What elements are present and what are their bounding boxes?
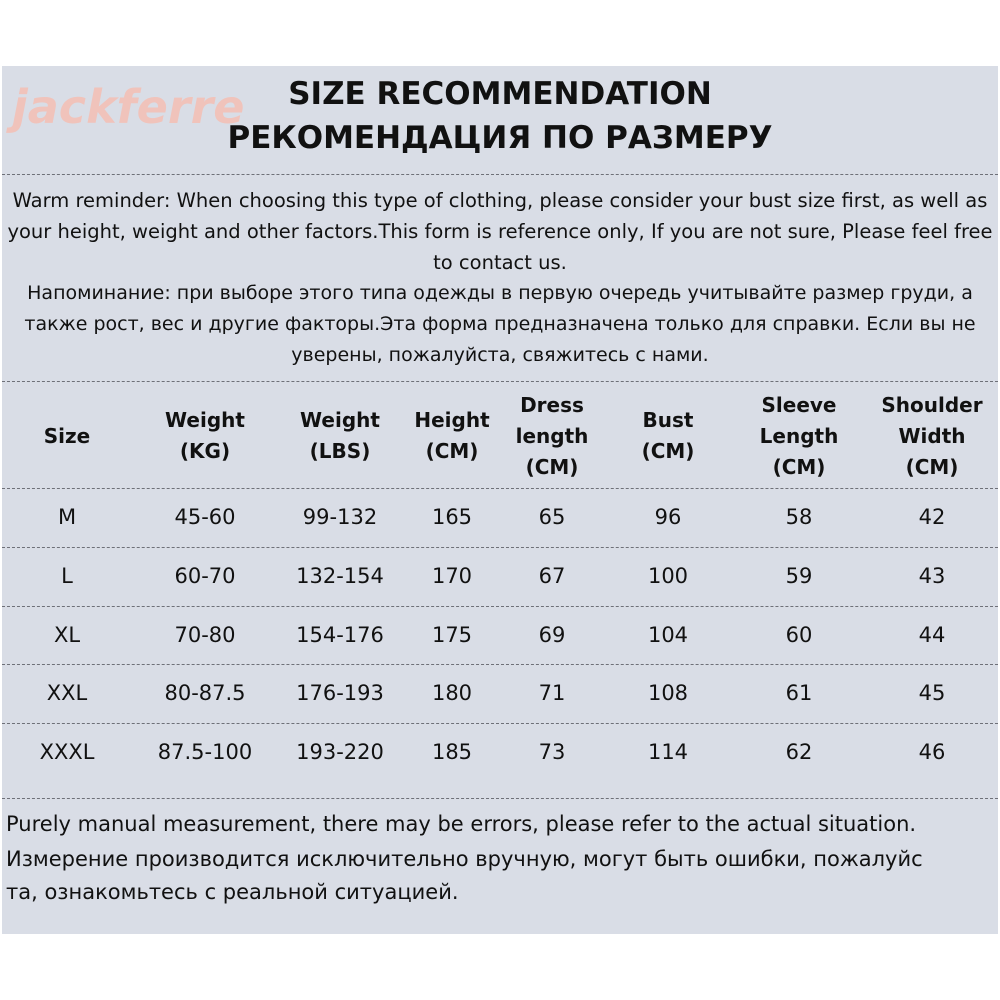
reminder-russian: Напоминание: при выборе этого типа одежды в первую очередь учитывайте размер груди, а также рост, вес и другие факторы.Эта форма предназначена только для справки. Если вы не уверены, пожалуйста, свяжитесь с нами. — [24, 282, 976, 366]
table-header-cell: (CM) — [905, 454, 959, 479]
table-cell: 104 — [647, 623, 689, 647]
title-russian: РЕКОМЕНДАЦИЯ ПО РАЗМЕРУ — [227, 120, 773, 156]
table-cell: 45-60 — [174, 505, 236, 529]
table-cell: 176-193 — [296, 681, 384, 705]
table-cell: 114 — [647, 740, 689, 764]
size-label-cell: XXL — [46, 681, 88, 705]
table-header-cell: Weight — [165, 408, 245, 432]
row-separator — [2, 606, 998, 607]
table-cell: 185 — [431, 740, 473, 764]
table-cell: 46 — [918, 740, 946, 764]
table-cell: 60-70 — [174, 564, 236, 588]
footer-note-russian-line-2: та, ознакомьтесь с реальной ситуацией. — [6, 880, 459, 904]
table-cell: 80-87.5 — [164, 681, 246, 705]
table-header-cell: (CM) — [641, 439, 695, 463]
table-header-cell: (LBS) — [309, 439, 371, 463]
table-header-cell: Length — [759, 423, 839, 448]
reminder-english: Warm reminder: When choosing this type of clothing, please consider your bust size first, as well as your height, weight and other factors.This form is reference only, If you are not sure, Please feel free to contact us. — [7, 189, 993, 274]
size-label-cell: M — [57, 505, 77, 529]
size-label-cell: XXXL — [39, 740, 95, 764]
table-cell: 67 — [538, 564, 566, 588]
table-cell: 132-154 — [296, 564, 384, 588]
row-separator — [2, 547, 998, 548]
table-cell: 87.5-100 — [157, 740, 253, 764]
divider — [2, 174, 998, 175]
table-cell: 43 — [918, 564, 946, 588]
table-cell: 42 — [918, 505, 946, 529]
table-header-cell: Weight — [300, 408, 380, 432]
table-cell: 99-132 — [302, 505, 378, 529]
table-cell: 96 — [654, 505, 682, 529]
table-header-cell: Size — [43, 423, 91, 448]
table-cell: 193-220 — [296, 740, 384, 764]
table-header-cell: Shoulder — [881, 392, 983, 417]
row-separator — [2, 723, 998, 724]
table-cell: 61 — [785, 681, 813, 705]
table-header-cell: Dress — [520, 392, 584, 417]
title-english: SIZE RECOMMENDATION — [288, 76, 712, 112]
table-header-cell: Height — [414, 408, 490, 432]
row-separator — [2, 664, 998, 665]
table-header-cell: length — [515, 423, 589, 448]
size-label-cell: XL — [53, 623, 81, 647]
table-header-cell: (CM) — [525, 454, 579, 479]
footer-note-english: Purely manual measurement, there may be errors, please refer to the actual situation. — [6, 812, 917, 836]
table-header-cell: (CM) — [425, 439, 479, 463]
table-header-cell: Bust — [642, 408, 694, 432]
table-cell: 154-176 — [296, 623, 384, 647]
table-cell: 70-80 — [174, 623, 236, 647]
size-label-cell: L — [61, 564, 73, 588]
brand-logo: jackferre — [12, 80, 245, 134]
table-cell: 108 — [647, 681, 689, 705]
table-header-cell: Width — [898, 423, 966, 448]
table-cell: 44 — [918, 623, 946, 647]
table-cell: 180 — [431, 681, 473, 705]
table-cell: 65 — [538, 505, 566, 529]
row-separator — [2, 488, 998, 489]
row-separator — [2, 798, 998, 799]
table-header-cell: (KG) — [179, 439, 231, 463]
table-cell: 45 — [918, 681, 946, 705]
table-cell: 175 — [431, 623, 473, 647]
table-cell: 69 — [538, 623, 566, 647]
table-cell: 73 — [538, 740, 566, 764]
table-header-cell: Sleeve — [761, 392, 837, 417]
table-cell: 170 — [431, 564, 473, 588]
table-header-cell: (CM) — [772, 454, 826, 479]
table-cell: 59 — [785, 564, 813, 588]
table-cell: 62 — [785, 740, 813, 764]
table-cell: 60 — [785, 623, 813, 647]
divider — [2, 381, 998, 382]
table-cell: 165 — [431, 505, 473, 529]
footer-note-russian-line-1: Измерение производится исключительно вручную, могут быть ошибки, пожалуйс — [6, 847, 923, 871]
table-cell: 71 — [538, 681, 566, 705]
table-cell: 58 — [785, 505, 813, 529]
table-cell: 100 — [647, 564, 689, 588]
